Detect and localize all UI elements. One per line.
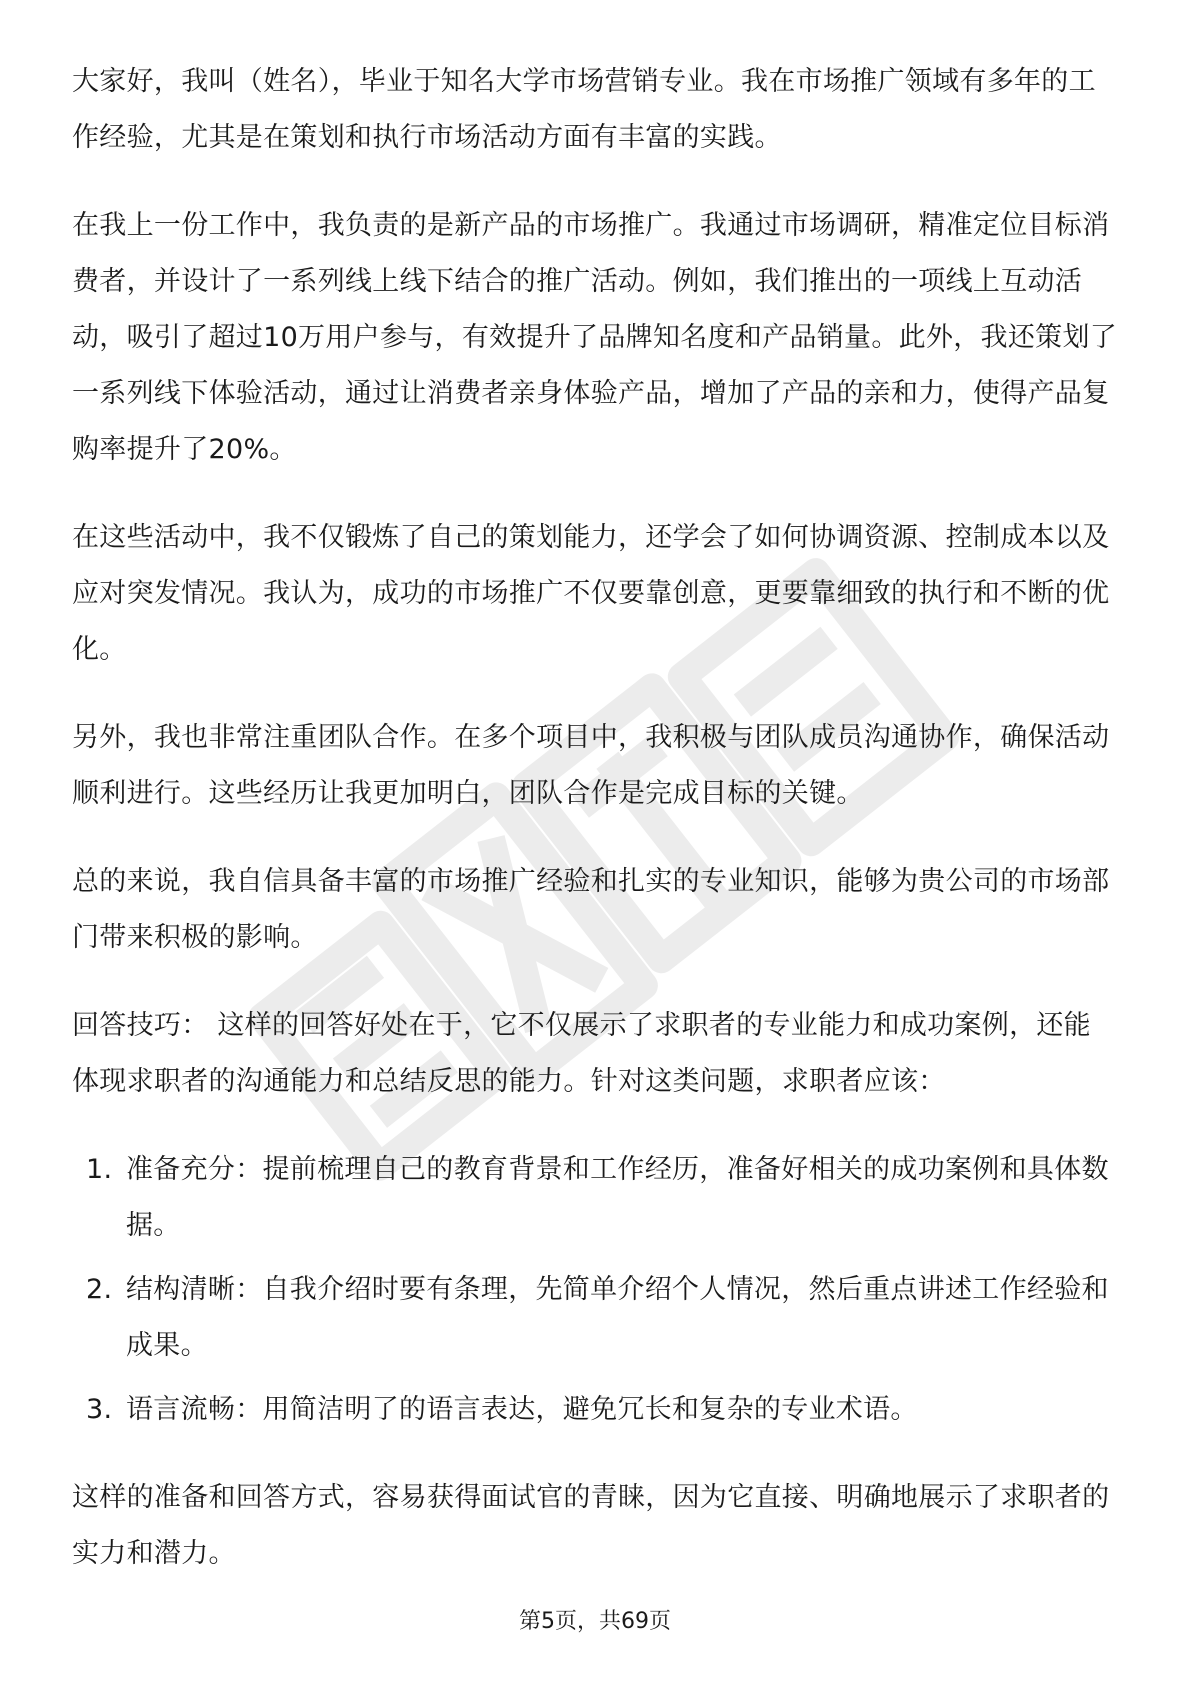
paragraph-teamwork: 另外，我也非常注重团队合作。在多个项目中，我积极与团队成员沟通协作，确保活动顺利进行。这些经历让我更加明白，团队合作是完成目标的关键。 [72, 722, 1110, 809]
paragraph-summary: 总的来说，我自信具备丰富的市场推广经验和扎实的专业知识，能够为贵公司的市场部门带来积极的影响。 [72, 866, 1110, 953]
list-item-text: 语言流畅：用简洁明了的语言表达，避免冗长和复杂的专业术语。 [126, 1394, 918, 1425]
list-item-number: 3. [86, 1394, 113, 1425]
list-item [72, 1262, 1118, 1374]
list-item-number: 1. [86, 1154, 113, 1185]
list-item-number: 2. [86, 1274, 113, 1305]
list-item [72, 1142, 1118, 1254]
paragraph-skills: 在这些活动中，我不仅锻炼了自己的策划能力，还学会了如何协调资源、控制成本以及应对突发情况。我认为，成功的市场推广不仅要靠创意，更要靠细致的执行和不断的优化。 [72, 522, 1110, 665]
paragraph-answer-tips: 回答技巧： 这样的回答好处在于，它不仅展示了求职者的专业能力和成功案例，还能体现求职者的沟通能力和总结反思的能力。针对这类问题，求职者应该： [72, 1010, 1091, 1097]
paragraph-experience: 在我上一份工作中，我负责的是新产品的市场推广。我通过市场调研，精准定位目标消费者，并设计了一系列线上线下结合的推广活动。例如，我们推出的一项线上互动活动，吸引了超过10万用户参与，有效提升了品牌知名度和产品销量。此外，我还策划了一系列线下体验活动，通过让消费者亲身体验产品，增加了产品的亲和力，使得产品复购率提升了20%。 [72, 210, 1118, 465]
list-item [72, 1382, 1118, 1438]
paragraph-closing: 这样的准备和回答方式，容易获得面试官的青睐，因为它直接、明确地展示了求职者的实力和潜力。 [72, 1482, 1110, 1569]
list-item-text: 准备充分：提前梳理自己的教育背景和工作经历，准备好相关的成功案例和具体数据。 [126, 1154, 1109, 1241]
page-number: 第5页，共69页 [519, 1609, 671, 1634]
tips-list [72, 1142, 1118, 1438]
document-body [72, 54, 1118, 1614]
paragraph-intro: 大家好，我叫（姓名），毕业于知名大学市场营销专业。我在市场推广领域有多年的工作经验，尤其是在策划和执行市场活动方面有丰富的实践。 [72, 66, 1096, 153]
list-item-text: 结构清晰：自我介绍时要有条理，先简单介绍个人情况，然后重点讲述工作经验和成果。 [126, 1274, 1109, 1361]
